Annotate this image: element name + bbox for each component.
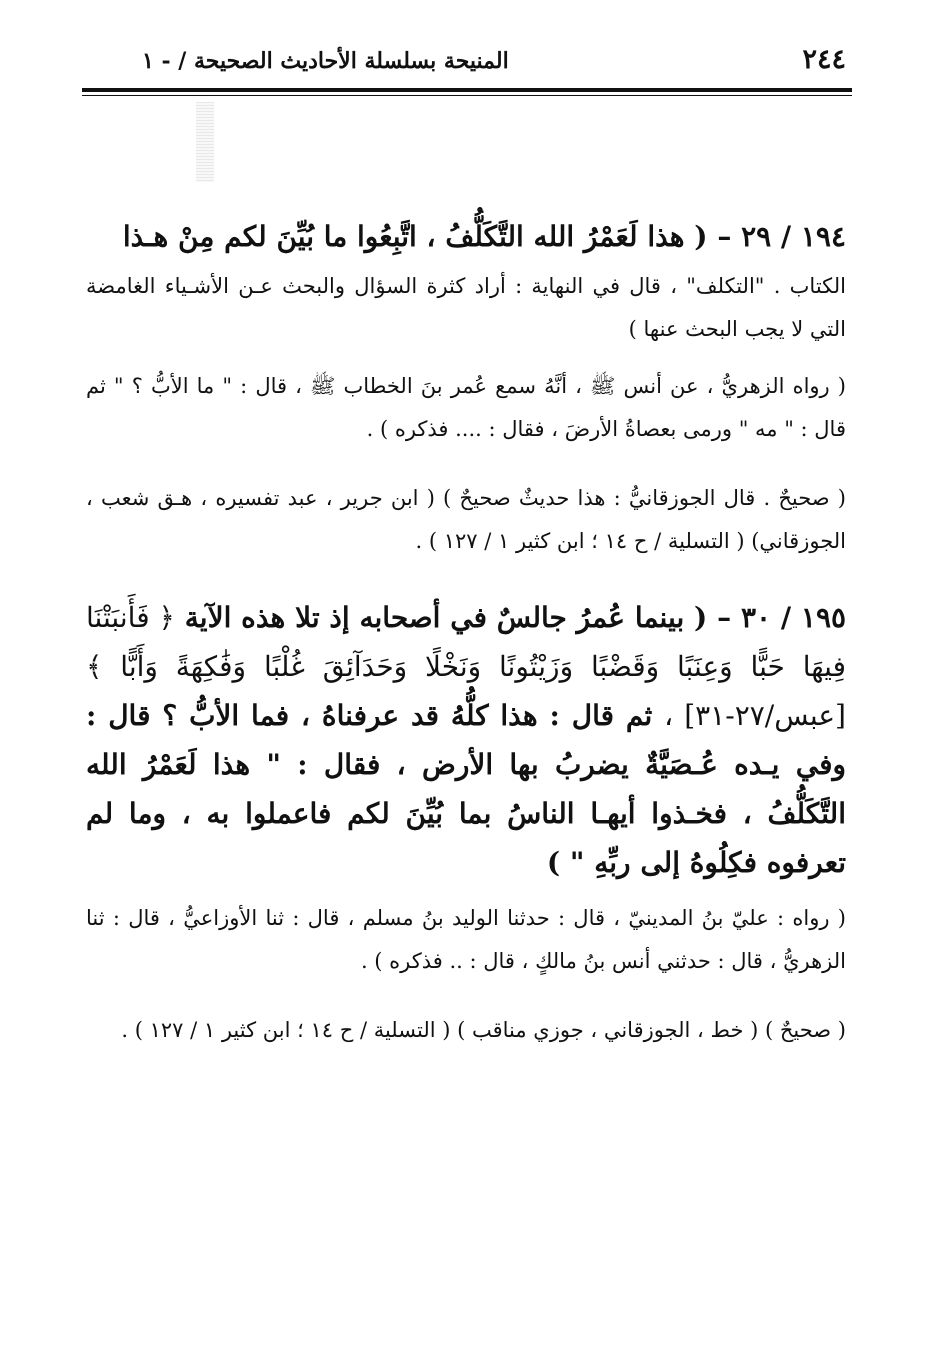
hadith-text: ( هذا لَعَمْرُ الله التَّكَلُّفُ ، اتَّبِعُوا ما بُيِّنَ لكم مِنْ هـذا [122, 220, 708, 253]
hadith-text-intro: ( بينما عُمرُ جالسٌ في أصحابه إذ تلا هذه الآية [184, 601, 708, 635]
hadith-note: الكتاب . "التكلف" ، قال في النهاية : أراد كثرة السؤال والبحث عـن الأشـياء الغامضة التي لا يجب البحث عنها ) [86, 274, 846, 342]
running-title: المنيحة بسلسلة الأحاديث الصحيحة / - ١ [142, 48, 509, 74]
hadith-number: ١٩٤ / ٢٩ – [717, 220, 846, 253]
hadith-text-rest: ثم قال : هذا كلُّهُ قد عرفناهُ ، فما الأبُّ ؟ قال : وفي يـده عُـصَيَّةٌ يضربُ بها الأرض ، فقال : " هذا لَعَمْرُ الله التَّكَلُّفُ ، فخـذوا أيهـا الناسُ بما بُيِّنَ لكم فاعملوا به ، وما لم تعرفوه فكِلُوهُ إلى ربِّهِ " ) [86, 699, 846, 880]
hadith-195 [86, 593, 846, 887]
quran-verse: ﴿ فَأَنبَتْنَا فِيهَا حَبًّا وَعِنَبًا وَقَضْبًا وَزَيْتُونًا وَنَخْلًا وَحَدَآئِقَ غُلْبًا وَفَٰكِهَةً وَأَبًّا ﴾ [86, 601, 846, 684]
scan-artifact [196, 102, 214, 182]
hadith-grading: ( صحيحٌ . قال الجوزقانيُّ : هذا حديثٌ صحيحٌ ) ( ابن جرير ، عبد تفسيره ، هـق شعب ، الجوزقاني) ( التسلية / ح ١٤ ؛ ابن كثير ١ / ١٢٧ ) . [86, 486, 846, 554]
page-content [86, 212, 846, 1082]
hadith-194 [86, 212, 846, 261]
hadith-source: ( رواه : عليّ بنُ المدينيّ ، قال : حدثنا الوليد بنُ مسلم ، قال : ثنا الأوزاعيُّ ، قال : ثنا الزهريُّ ، قال : حدثني أنس بنُ مالكٍ ، قال : .. فذكره ) . [86, 906, 846, 974]
hadith-source: ( رواه الزهريُّ ، عن أنس ﷺ ، أنَّهُ سمع عُمر بنَ الخطاب ﷺ ، قال : " ما الأبُّ ؟ " ثم قال : " مه " ورمى بعصاةُ الأرضَ ، فقال : .... فذكره ) . [86, 374, 846, 442]
page-header [86, 0, 846, 94]
quran-reference: [عبس/٢٧-٣١] ، [664, 699, 846, 733]
hadith-number: ١٩٥ / ٣٠ – [717, 601, 847, 635]
header-rule-thick [82, 88, 852, 92]
page-number: ٢٤٤ [802, 44, 846, 75]
header-rule-thin [82, 95, 852, 96]
hadith-grading: ( صحيحٌ ) ( خط ، الجوزقاني ، جوزي مناقب ) ( التسلية / ح ١٤ ؛ ابن كثير ١ / ١٢٧ ) . [121, 1018, 846, 1043]
